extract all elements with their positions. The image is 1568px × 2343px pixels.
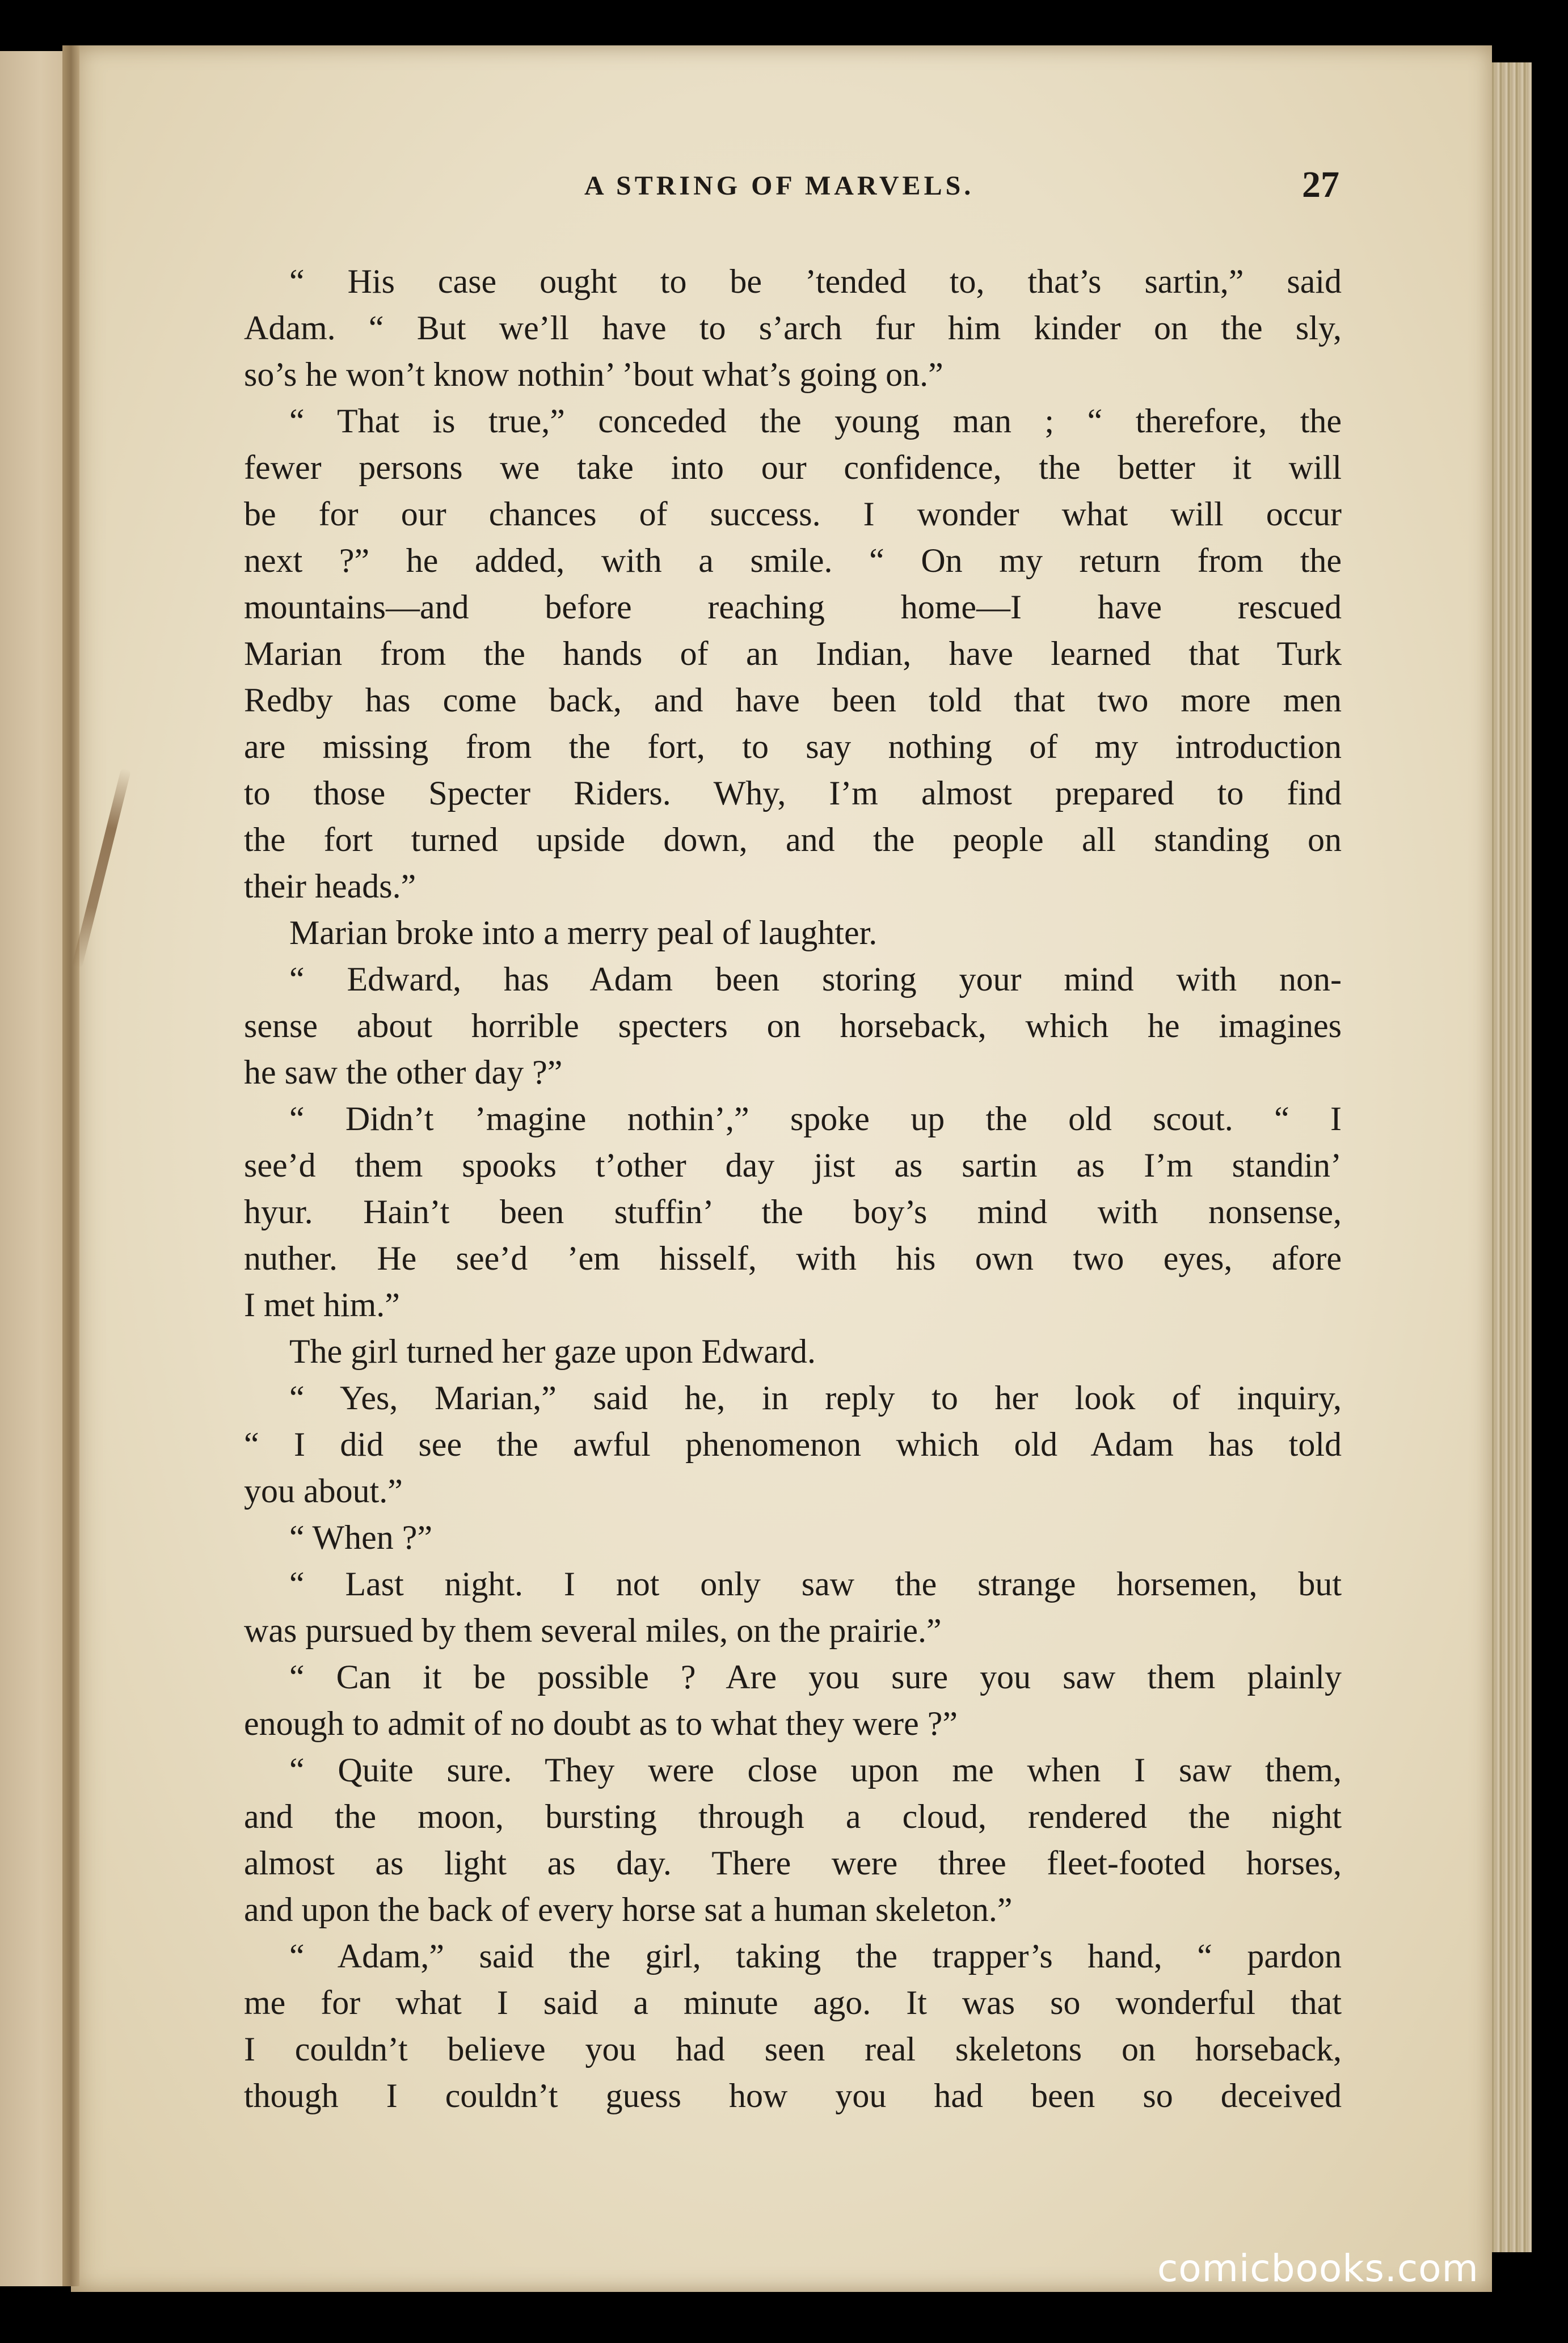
text-line: Marian broke into a merry peal of laughter. [289,914,878,951]
book-gutter [62,45,79,2286]
text-line: me for what I said a minute ago. It was so wonderful that [244,1984,1342,2021]
text-line: “ Quite sure. They were close upon me when I saw them, [289,1751,1342,1789]
text-line: see’d them spooks t’other day jist as sartin as I’m standin’ [244,1147,1342,1184]
text-line: enough to admit of no doubt as to what they were ?” [244,1705,958,1742]
text-line: and the moon, bursting through a cloud, rendered the night [244,1798,1342,1835]
text-line: hyur. Hain’t been stuffin’ the boy’s mind with nonsense, [244,1193,1342,1231]
text-line: you about.” [244,1472,403,1510]
text-line: I couldn’t believe you had seen real skeletons on horseback, [244,2030,1342,2068]
text-line: almost as light as day. There were three fleet-footed horses, [244,1844,1342,1882]
text-line: “ When ?” [289,1519,433,1556]
text-line: to those Specter Riders. Why, I’m almost prepared to find [244,774,1342,812]
text-line: “ Yes, Marian,” said he, in reply to her look of inquiry, [289,1379,1342,1417]
running-head: A STRING OF MARVELS. [584,171,975,201]
text-line: sense about horrible specters on horseback, which he imagines [244,1007,1342,1044]
text-line: Adam. “ But we’ll have to s’arch fur him kinder on the sly, [244,309,1342,347]
text-line: be for our chances of success. I wonder what will occur [244,495,1342,533]
page-number: 27 [1302,164,1339,205]
text-line: Redby has come back, and have been told that two more men [244,681,1342,719]
text-line: and upon the back of every horse sat a human skeleton.” [244,1891,1013,1928]
text-line: “ His case ought to be ’tended to, that’s sartin,” said [289,263,1342,300]
text-line: so’s he won’t know nothin’ ’bout what’s going on.” [244,356,943,393]
text-line: “ That is true,” conceded the young man ; “ therefore, the [289,402,1342,440]
text-line: the fort turned upside down, and the people all standing on [244,821,1342,858]
text-line: “ Can it be possible ? Are you sure you saw them plainly [289,1658,1342,1696]
text-line: “ I did see the awful phenomenon which old Adam has told [244,1426,1342,1463]
text-line: their heads.” [244,867,416,905]
watermark: comicbooks.com [1157,2247,1479,2290]
text-line: are missing from the fort, to say nothing of my introduction [244,728,1342,765]
text-line: fewer persons we take into our confidence, the better it will [244,449,1342,486]
text-line: The girl turned her gaze upon Edward. [289,1333,816,1370]
text-line: “ Adam,” said the girl, taking the trapper’s hand, “ pardon [289,1937,1342,1975]
text-line: “ Didn’t ’magine nothin’,” spoke up the old scout. “ I [289,1100,1342,1137]
text-line: he saw the other day ?” [244,1053,563,1091]
text-line: though I couldn’t guess how you had been so deceived [244,2077,1342,2114]
text-line: next ?” he added, with a smile. “ On my return from the [244,542,1342,579]
text-line: mountains—and before reaching home—I have rescued [244,588,1342,626]
text-line: was pursued by them several miles, on the prairie.” [244,1612,942,1649]
text-line: I met him.” [244,1286,400,1324]
text-line: “ Last night. I not only saw the strange horsemen, but [289,1565,1342,1603]
text-line: Marian from the hands of an Indian, have learned that Turk [244,635,1342,672]
text-line: nuther. He see’d ’em hisself, with his own two eyes, afore [244,1240,1342,1277]
text-line: “ Edward, has Adam been storing your mind with non- [289,960,1342,998]
